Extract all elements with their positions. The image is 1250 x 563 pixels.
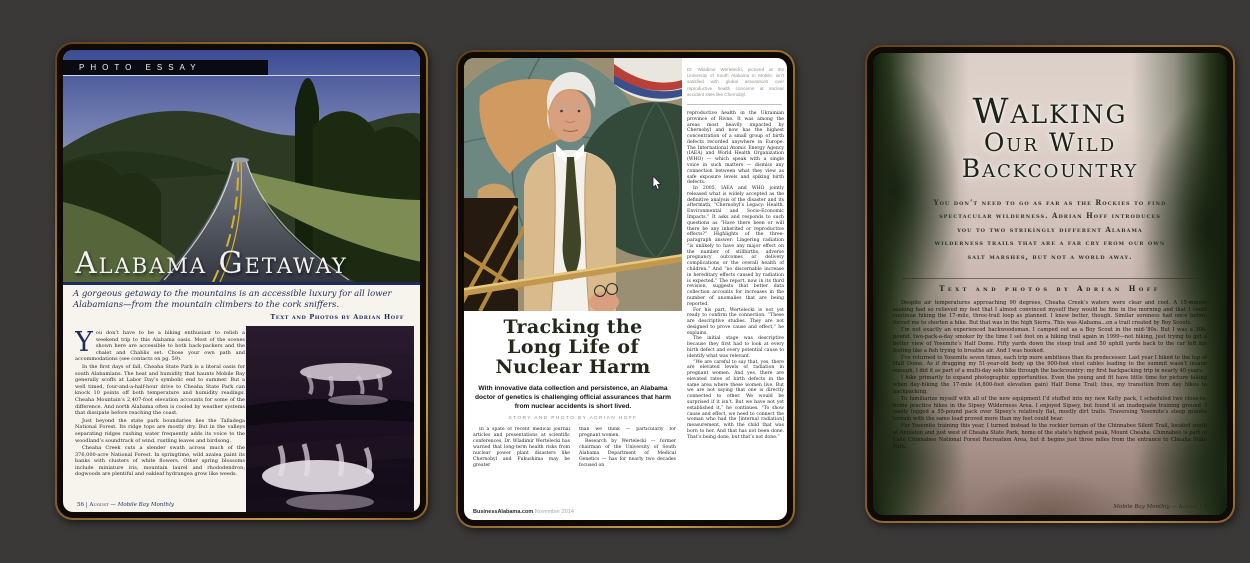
paragraph: To familiarize myself with all of the new equipment I’d stuffed into my new Kelty pack, I scheduled two close-to-home practice hikes in the Sipsey Wilderness Area. I enjoyed Sipsey, but found it an inadequate training ground. I easily lugged a 55-pound pack over Sipsey’s relatively flat, mostly dirt trails. Traversing Yosemite’s steep granite terrain with the same load proved more than my feet could bear. [893,395,1207,423]
page2-frame [458,52,793,526]
page3-title [873,53,1227,183]
page-number: 56 [77,502,84,508]
magazine-name: Mobile Bay Monthly [1113,504,1170,510]
magazine-site: BusinessAlabama.com [473,509,534,515]
page-walking-backcountry[interactable] [865,45,1235,523]
page2-title-line: Long Life of [507,335,639,358]
issue-month: August [1178,504,1198,510]
paragraph: Cheaha Creek cuts a slender swath across much of the 376,000-acre National Forest. In springtime, wild azalea paint its banks with clusters of white flowers. Other spring blossoms include miniature iris, mountain laurel and rhododendron; dogwoods are plentiful and oakleaf hydrangea grow like weeds. [75,445,245,478]
page1-frame [57,44,426,518]
footer-dash: — [108,502,118,508]
page2-subtitle: With innovative data collection and persistence, an Alabama doctor of genetics is challenging official assurances that harm from nuclear accidents is short lived. [474,384,672,411]
paragraph: In a spate of recent medical journal articles and presentations at scientific conferences, Dr. Wladimir Wertelecki has warned that long-term health risks from nuclear power plant disasters like Chernobyl and Fukushima may be greater [473,427,570,469]
paragraph: You don’t have to be a hiking enthusiast to relish a weekend trip to this Alabama oasis. Most of the scenes shown here are accessible to both back-packers and the chalet and Chablis set. Chose your own path and accommodations (see contacts on pg. 59). [75,330,245,363]
page2-bottom-columns [464,421,682,501]
footer-separator: | [1197,504,1204,510]
page2-byline: STORY AND PHOTO BY ADRIAN HOFF [508,416,638,422]
page1-deck [63,282,420,326]
page3-title-line: Walking [972,92,1128,132]
page3-footer [1113,504,1211,510]
page3-title-line: Backcountry [961,154,1139,184]
paragraph: For Yosemite training this year, I turned instead to the rockier terrain of the Chinnabee Silent Trail, located south of Anniston and just west of Cheaha State Park, home of the state’s highest peak, Mount Cheaha. Chinnabee is part of Lake Chinnabee National Forest Recreation Area, but it begins just three miles from the entrance to Cheaha State Park. [893,423,1207,450]
page3-frame [867,47,1233,521]
paragraph: I’m not exactly an experienced backwoodsman. I camped out as a Boy Scout in the mid-’80s. But I was a 300-pound, two-pack-a-day smoker by the time I set foot on a hiking trail again in 1999—not hiking, just trying to get a better view of Yosemite’s Half Dome. Fifty yards down the steep trail and 50 uphill yards back to the car left me feeling like a fish trying to breathe air. And I was hooked. [893,327,1207,354]
paragraph: “We are careful to say that, yes, there are elevated levels of radiation in pregnant women. And yes, there are elevated rates of birth defects in the same area where these women live. But we are not saying that one is directly connected to other. We would be surprised if it isn’t. But we have not yet established it,” he continues. “To show cause and effect, we need to connect the woman who had the [internal radiation] measurement, with the child that was born to her. And that has not been done. That’s being done, but that’s not done.” [687,359,784,440]
page-nuclear-harm[interactable] [456,50,795,528]
footer-dash: — [1169,504,1179,510]
paragraph: In the first days of fall, Cheaha State Park is a literal oasis for south Alabamians. The heat and humidity that haunts Mobile Bay generally scoffs at Labor Day’s symbolic end to summer. But a well timed, four-and-a-half-hour drive to Cheaha State Park can knock 10 points off both temperature and humidity readings. Cheaha Mountain’s 2,407-foot elevation accounts for some of the difference. And north Alabama often is cooled by weather systems that dissipate before reaching the coast. [75,363,245,417]
paragraph: Research by Wertelecki — former chairman of the University of South Alabama Department of Medical Genetics — has for nearly two decades focused on [579,439,676,469]
page1-footer [77,502,174,508]
page1-body [63,326,420,498]
page3-byline: Text and photos by Adrian Hoff [939,283,1161,293]
page-alabama-getaway[interactable] [55,42,428,520]
page1-text-column [75,330,245,498]
paragraph: I hike primarily to expand photographic opportunities. Even the young and fit have little time for picture taking when day-hiking the 17-mile (4,800-foot elevation gain) Half Dome Trail; thus, my transition from day hikes to backpacking. [893,375,1207,395]
forest-photo-page [873,53,1227,515]
mountain-road-photo [63,50,420,282]
paragraph: I’ve returned to Yosemite seven times, each trip more ambitious than its predecessor. Last year I hiked to the top of Half Dome. As if dragging my 51-year-old body up the 900-foot steel cables leading to the summit wasn’t insane enough, I did it as part of a multi-day solo hike through the backcountry: my first backpacking trip in nearly 40 years. [893,354,1207,375]
kicker-underline [63,75,420,76]
page2-title-line: Tracking the [503,316,643,338]
paragraph: For his part, Wertelecki is not yet ready to confirm the connection. “These are descriptive studies. They are not designed to prove cause and effect,” he explains. [687,307,784,336]
kicker-banner [63,60,268,75]
paragraph: Just beyond the state park boundaries lies the Talladega National Forest. Its ridge tops are mostly dry. But in the valleys separating ridges rushing water frequently adds its voice to the woodland’s soundtrack of wind, rustling leaves and birdsong. [75,417,245,444]
page3-deck: You don’t need to go as far as the Rockies to find spectacular wilderness. Adrian Hoff introduces you to two strikingly different Alabama wilderness trails that are a far cry from our own salt marshes, but not a world away. [933,197,1167,262]
paragraph: reproductive health in the Ukrainian province of Rivne. It was among the areas most heavily impacted by Chernobyl and now has the highest concentration of a small group of birth defects recorded anywhere in Europe. The International Atomic Energy Agency (IAEA) and World Health Organization (WHO) — which speak with a single voice in such matters — dismiss any connection between what they view as safe exposure levels and spiking birth defects. [687,110,784,186]
caption-rule [687,104,782,105]
paragraph: In 2005, IAEA and WHO jointly released what is widely accepted as the definitive analysis of the disaster and its aftermath, “Chernobyl’s Legacy: Health, Environmental and Socio-Economic Impacts.” It asks and responds to such questions as “Have there been or will there be any inherited or reproductive effects?” Highlights of the three-paragraph answer: Lingering radiation “is unlikely to have any major effect on the number of stillbirths, adverse pregnancy outcomes or delivery complications or the overall health of children.” And “no discernable increase in hereditary effects caused by radiation is expected.” The report, now in its third revision, suggests that better data collection accounts for increases in the number of anomalies that are being reported. [687,186,784,307]
page3-body [893,300,1207,508]
magazine-name: Mobile Bay Monthly [117,502,174,508]
page1-title: Alabama Getaway [75,246,348,281]
photo-caption: Dr. Wladimir Wertelecki, pictured at the University of South Alabama in Mobile, isn’t satisfied with global assurances over reproductive health concerns at nuclear accident sites like Chernobyl. [687,67,784,97]
page-number: 31 [1203,504,1211,510]
mouse-cursor-icon [652,176,664,191]
issue-date: November 2014 [534,509,574,515]
waterfall-photo [246,326,414,512]
byline-rule [902,278,1198,279]
page3-title-line: Our Wild [983,128,1117,157]
wertelecki-portrait-photo [464,58,682,311]
page1-byline: Text and Photos by Adrian Hoff [270,313,404,322]
paragraph: than we think — particularly for pregnant women. [579,427,676,439]
footer-separator: | [84,502,90,508]
page2-right-column [687,58,784,520]
page1-subtitle: A gorgeous getaway to the mountains is an accessible luxury for all lower Alabamians—from the mountain climbers to the cork sniffers. [73,289,392,311]
paragraph: Despite air temperatures approaching 90 degrees, Cheaha Creek’s waters were clear and cool. A 15-minute soaking had so relieved my feet that I almost convinced myself they would be fine in the morning and that I could continue hiking the 17-mile, three-trail loop as planned. I knew better, though. Similar soreness had once before forced me to shorten a hike. But that was in the high Sierra. This was Alabama...on a trail created by Boy Scouts. [893,299,1207,327]
page2-footer [473,509,574,515]
paragraph: The initial stage was descriptive because they first had to look at every birth defect and every potential cause to identify what was relevant. [687,336,784,359]
issue-month: August [89,502,109,508]
page2-title-block [464,311,682,520]
page2-title-line: Nuclear Harm [495,355,651,378]
kicker-label: PHOTO ESSAY [79,63,202,72]
dropcap: Y [75,330,93,358]
